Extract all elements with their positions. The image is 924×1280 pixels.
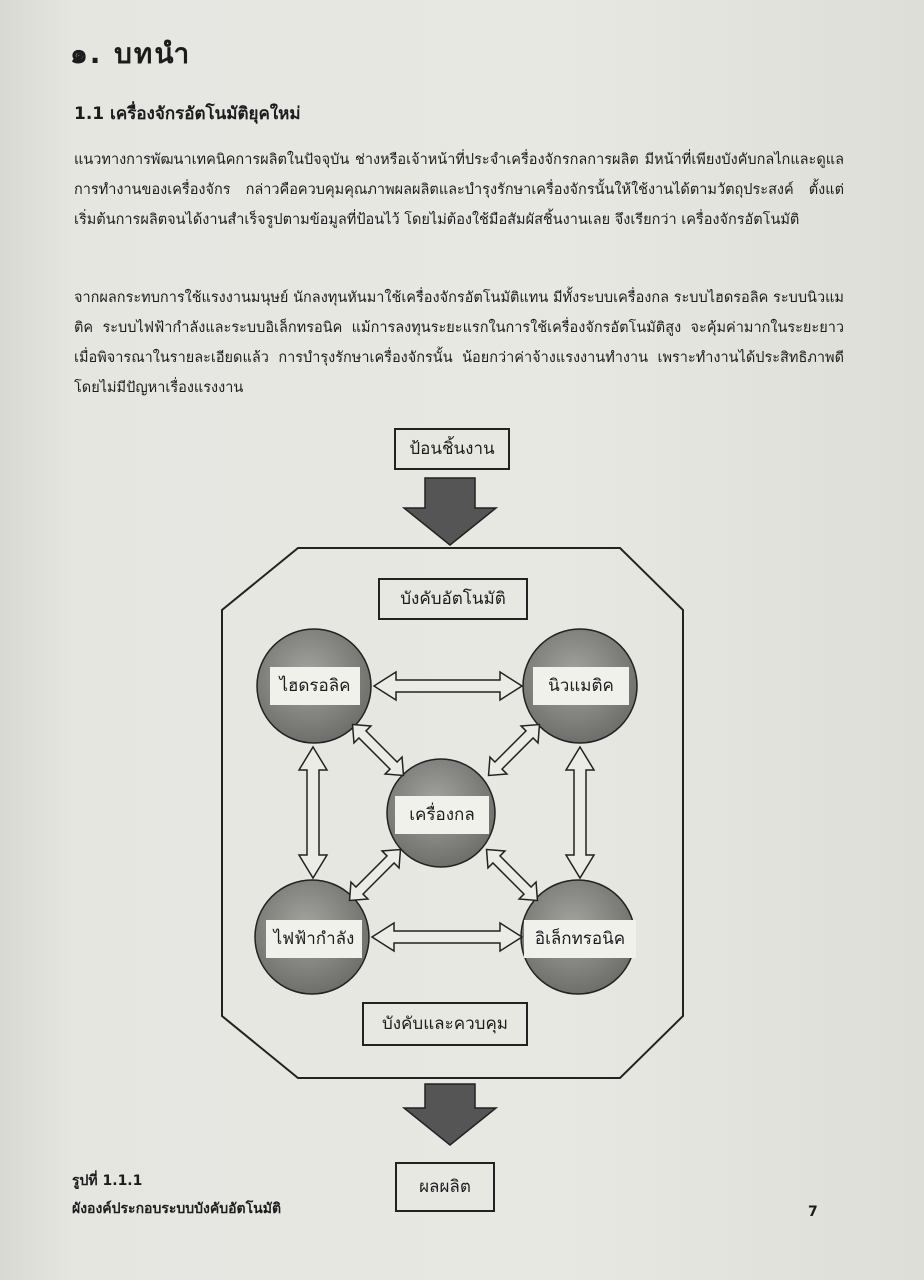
page-number: 7 [808,1204,818,1220]
pneumatic-label: นิวแมติค [533,667,629,705]
mechanical-label: เครื่องกล [395,796,489,834]
paragraph-1: แนวทางการพัฒนาเทคนิคการผลิตในปัจจุบัน ช่างหรือเจ้าหน้าที่ประจำเครื่องจักรกลการผลิต มีหน้าที่เพียงบังคับกลไกและดูแลการทำงานของเครื่องจักร กล่าวคือควบคุมคุณภาพผลผลิตและบำรุงรักษาเครื่องจักรนั้นให้ใช้งานได้ตามวัตถุประสงค์ ตั้งแต่เริ่มต้นการผลิตจนได้งานสำเร็จรูปตามข้อมูลที่ป้อนไว้ โดยไม่ต้องใช้มือสัมผัสชิ้นงานเลย จึงเรียกว่า เครื่องจักรอัตโนมัติ [74,152,844,228]
output-box: ผลผลิต [395,1162,495,1212]
figure-title: ผังองค์ประกอบระบบบังคับอัตโนมัติ [72,1201,282,1217]
arrow-hydraulic-electric [299,747,327,878]
hydraulic-label: ไฮดรอลิค [270,667,360,705]
control-box: บังคับและควบคุม [362,1002,528,1046]
paragraph-2: จากผลกระทบการใช้แรงงานมนุษย์ นักลงทุนหันมาใช้เครื่องจักรอัตโนมัติแทน มีทั้งระบบเครื่องกล ระบบไฮดรอลิค ระบบนิวแมติค ระบบไฟฟ้ากำลังและระบบอิเล็กทรอนิค แม้การลงทุนระยะแรกในการใช้เครื่องจักรอัตโนมัติสูง จะคุ้มค่ามากในระยะยาว เมื่อพิจารณาในรายละเอียดแล้ว การบำรุงรักษาเครื่องจักรนั้น น้อยกว่าค่าจ้างแรงงานทำงาน เพราะทำงานได้ประสิทธิภาพดี โดยไม่มีปัญหาเรื่องแรงงาน [74,290,844,396]
input-box: ป้อนชิ้นงาน [394,428,510,470]
arrow-hydraulic-pneumatic [374,672,522,700]
output-arrow [404,1084,496,1145]
figure-number: รูปที่ 1.1.1 [72,1173,143,1189]
arrow-electric-electronic [372,923,522,951]
input-arrow [404,478,496,545]
arrow-hydraulic-mechanical [344,716,412,784]
auto-control-box: บังคับอัตโนมัติ [378,578,528,620]
section-title: 1.1 เครื่องจักรอัตโนมัติยุคใหม่ [74,104,301,124]
arrow-electronic-mechanical [478,841,546,909]
arrow-pneumatic-electronic [566,747,594,878]
arrow-electric-mechanical [341,841,409,909]
electronic-label: อิเล็กทรอนิค [524,920,636,958]
electric-power-label: ไฟฟ้ากำลัง [266,920,362,958]
arrow-pneumatic-mechanical [480,716,548,784]
chapter-title: ๑. บทนำ [70,37,192,70]
